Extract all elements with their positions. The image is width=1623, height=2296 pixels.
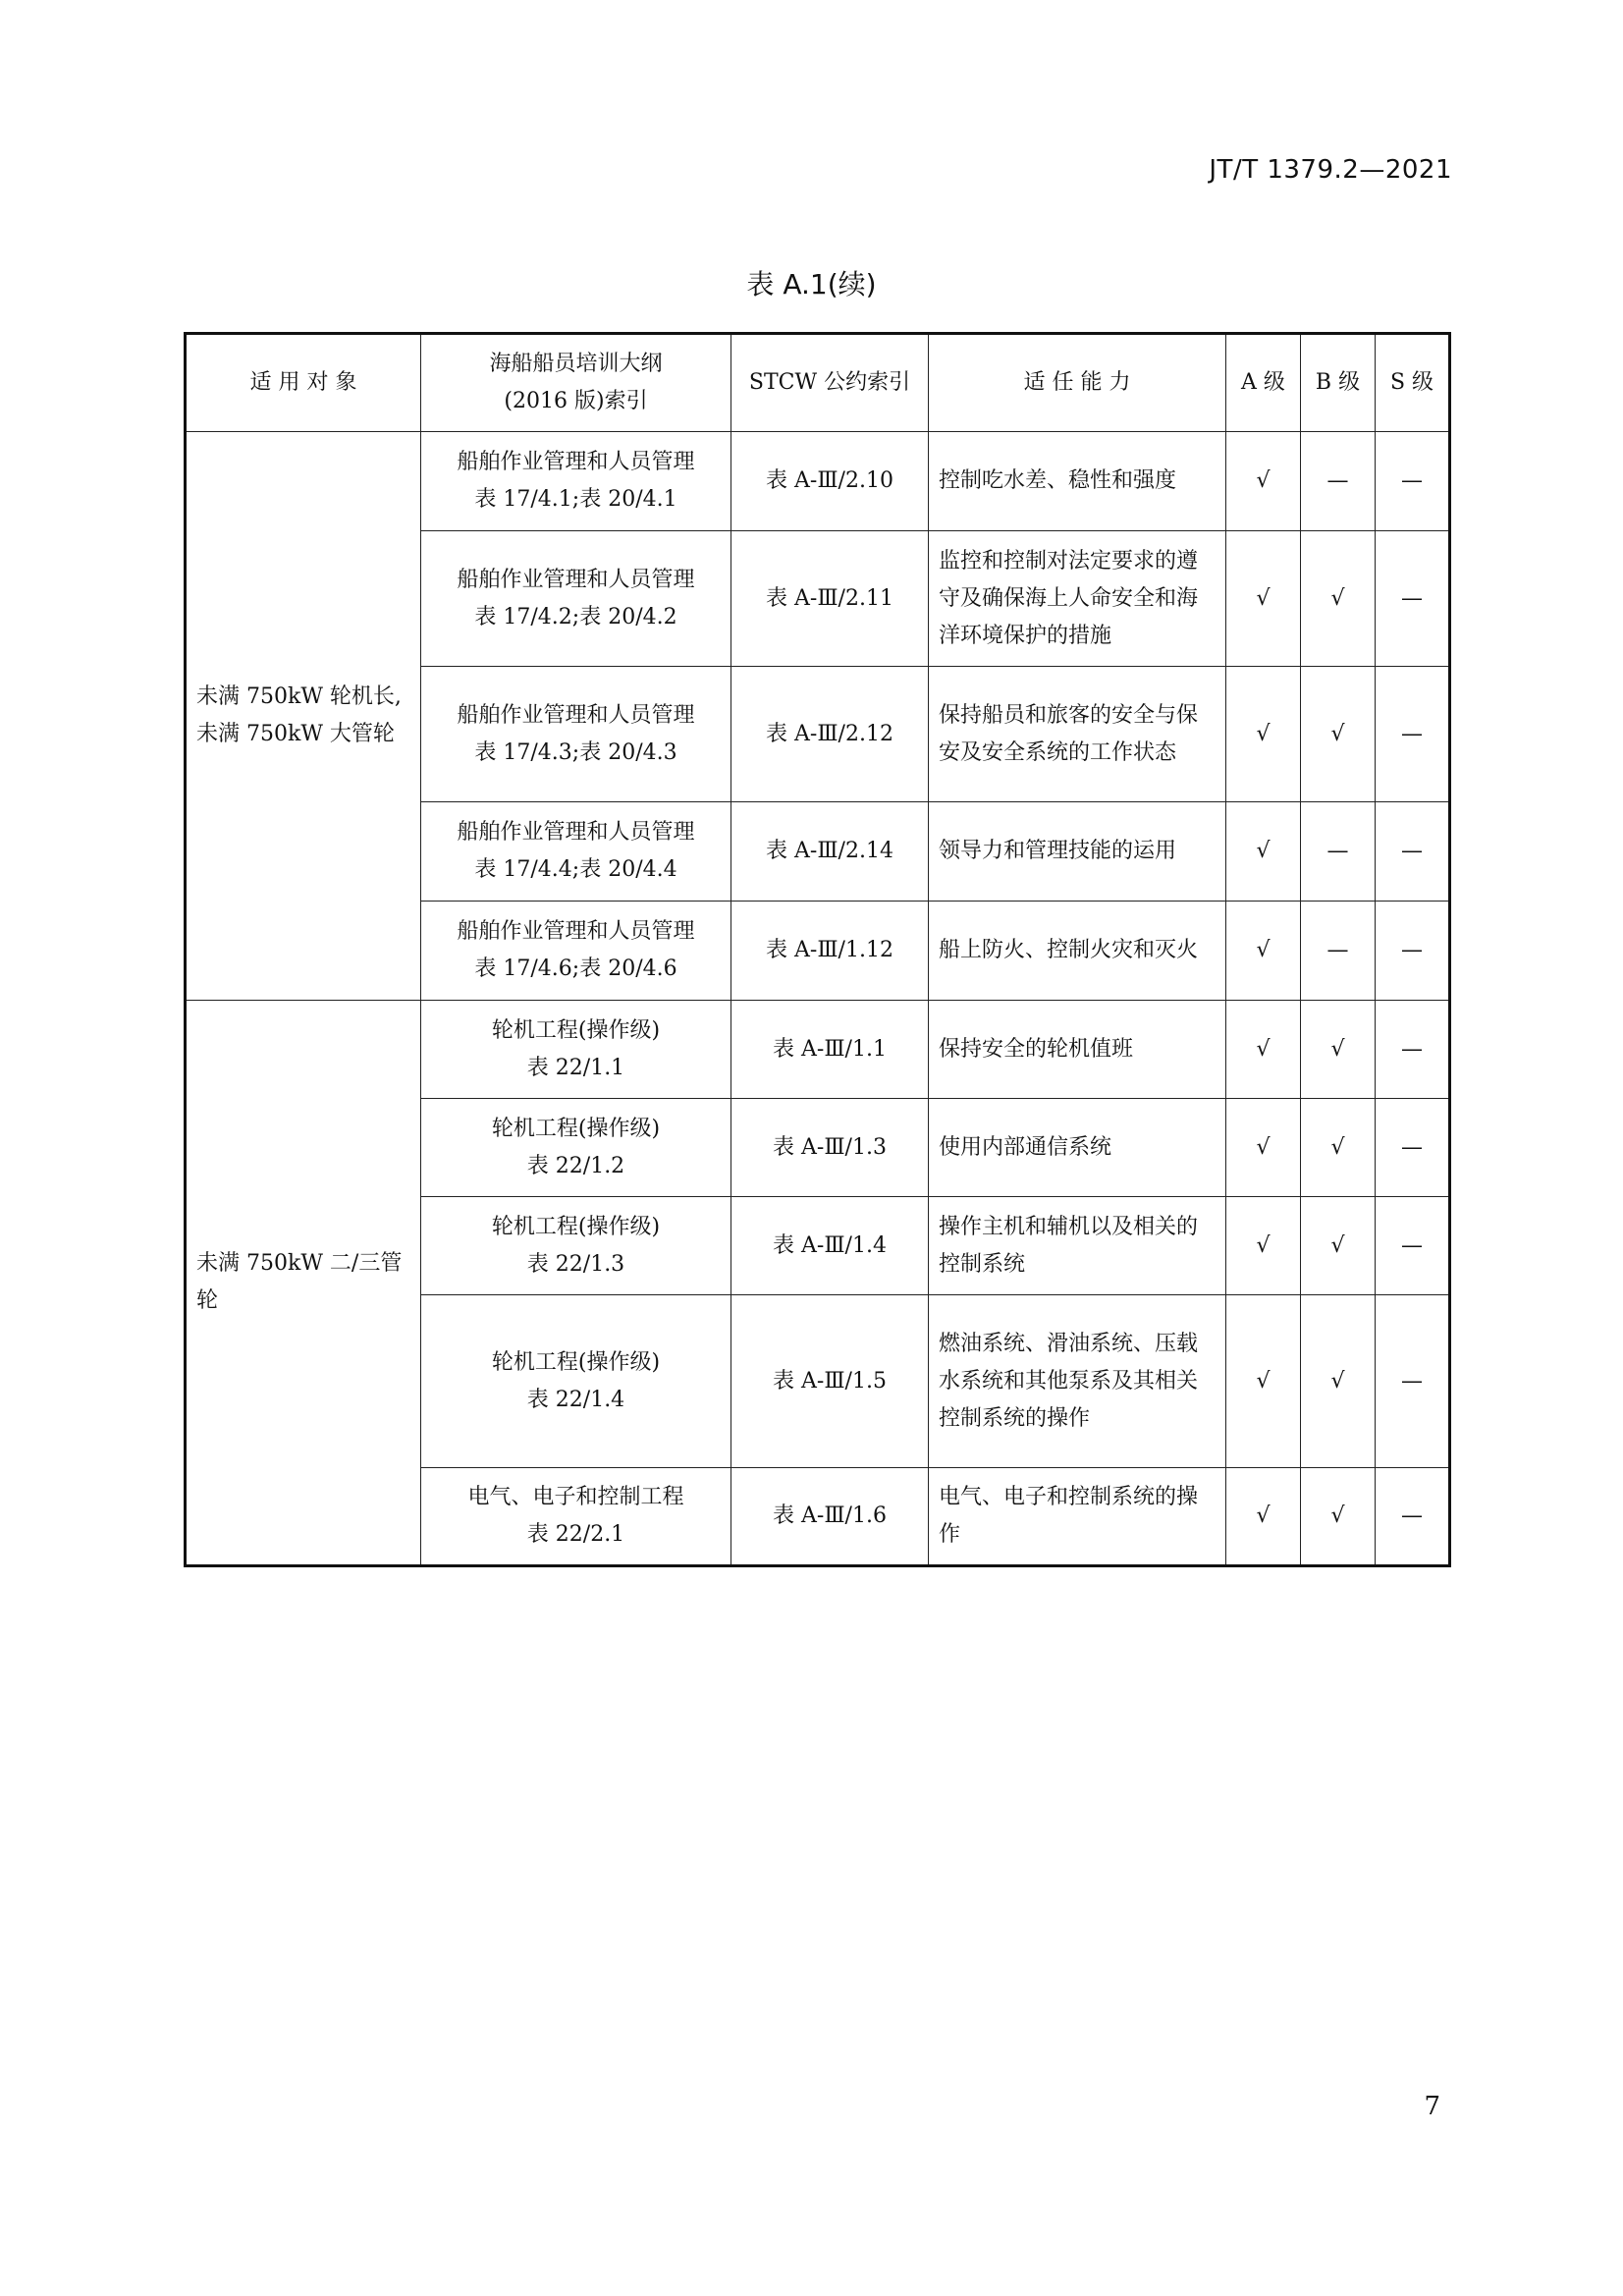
grade-b-cell: √ xyxy=(1301,1197,1376,1295)
stcw-cell: 表 A-Ⅲ/1.5 xyxy=(731,1295,929,1468)
stcw-cell: 表 A-Ⅲ/1.1 xyxy=(731,1001,929,1099)
grade-a-cell: √ xyxy=(1226,667,1301,802)
grade-s-cell: — xyxy=(1376,1001,1450,1099)
competence-cell: 保持船员和旅客的安全与保安及安全系统的工作状态 xyxy=(929,667,1226,802)
table-title: 表 A.1(续) xyxy=(746,268,877,301)
grade-s-cell: — xyxy=(1376,1468,1450,1566)
competence-cell: 电气、电子和控制系统的操作 xyxy=(929,1468,1226,1566)
stcw-cell: 表 A-Ⅲ/2.10 xyxy=(731,432,929,531)
grade-a-cell: √ xyxy=(1226,902,1301,1001)
grade-b-cell: √ xyxy=(1301,667,1376,802)
syllabus-cell: 船舶作业管理和人员管理 表 17/4.3;表 20/4.3 xyxy=(421,667,731,802)
col-header-a: A 级 xyxy=(1226,334,1301,432)
grade-a-cell: √ xyxy=(1226,432,1301,531)
grade-a-cell: √ xyxy=(1226,802,1301,902)
syllabus-cell: 船舶作业管理和人员管理 表 17/4.4;表 20/4.4 xyxy=(421,802,731,902)
grade-b-cell: — xyxy=(1301,432,1376,531)
syllabus-cell: 船舶作业管理和人员管理 表 17/4.6;表 20/4.6 xyxy=(421,902,731,1001)
grade-b-cell: √ xyxy=(1301,1099,1376,1197)
grade-a-cell: √ xyxy=(1226,531,1301,667)
grade-b-cell: — xyxy=(1301,902,1376,1001)
grade-s-cell: — xyxy=(1376,1197,1450,1295)
col-header-syllabus xyxy=(421,334,731,432)
col-header-s: S 级 xyxy=(1376,334,1450,432)
col-header-competence: 适 任 能 力 xyxy=(929,334,1226,432)
stcw-cell: 表 A-Ⅲ/2.14 xyxy=(731,802,929,902)
stcw-cell: 表 A-Ⅲ/2.11 xyxy=(731,531,929,667)
document-code: JT/T 1379.2—2021 xyxy=(1209,155,1452,185)
header-row xyxy=(186,334,1450,432)
stcw-cell: 表 A-Ⅲ/1.4 xyxy=(731,1197,929,1295)
col-header-syllabus-line1: 海船船员培训大纲 xyxy=(489,352,663,376)
grade-a-cell: √ xyxy=(1226,1197,1301,1295)
col-header-target: 适 用 对 象 xyxy=(186,334,421,432)
competence-cell: 领导力和管理技能的运用 xyxy=(929,802,1226,902)
grade-a-cell: √ xyxy=(1226,1295,1301,1468)
competence-cell: 控制吃水差、稳性和强度 xyxy=(929,432,1226,531)
grade-a-cell: √ xyxy=(1226,1001,1301,1099)
syllabus-cell: 船舶作业管理和人员管理 表 17/4.2;表 20/4.2 xyxy=(421,531,731,667)
competence-cell: 燃油系统、滑油系统、压载水系统和其他泵系及其相关控制系统的操作 xyxy=(929,1295,1226,1468)
grade-s-cell: — xyxy=(1376,531,1450,667)
syllabus-cell: 轮机工程(操作级) 表 22/1.2 xyxy=(421,1099,731,1197)
competence-cell: 监控和控制对法定要求的遵守及确保海上人命安全和海洋环境保护的措施 xyxy=(929,531,1226,667)
syllabus-cell: 轮机工程(操作级) 表 22/1.1 xyxy=(421,1001,731,1099)
col-header-stcw: STCW 公约索引 xyxy=(731,334,929,432)
grade-b-cell: √ xyxy=(1301,1295,1376,1468)
grade-b-cell: — xyxy=(1301,802,1376,902)
stcw-cell: 表 A-Ⅲ/1.12 xyxy=(731,902,929,1001)
grade-b-cell: √ xyxy=(1301,1468,1376,1566)
grade-s-cell: — xyxy=(1376,1295,1450,1468)
page-number: 7 xyxy=(1424,2092,1440,2121)
target-cell: 未满 750kW 轮机长,未满 750kW 大管轮 xyxy=(186,432,421,1001)
table-row xyxy=(186,432,1450,531)
syllabus-cell: 船舶作业管理和人员管理 表 17/4.1;表 20/4.1 xyxy=(421,432,731,531)
grade-s-cell: — xyxy=(1376,802,1450,902)
grade-s-cell: — xyxy=(1376,902,1450,1001)
grade-a-cell: √ xyxy=(1226,1468,1301,1566)
competence-cell: 船上防火、控制火灾和灭火 xyxy=(929,902,1226,1001)
competence-cell: 使用内部通信系统 xyxy=(929,1099,1226,1197)
grade-s-cell: — xyxy=(1376,667,1450,802)
stcw-cell: 表 A-Ⅲ/1.6 xyxy=(731,1468,929,1566)
target-cell: 未满 750kW 二/三管轮 xyxy=(186,1001,421,1566)
grade-s-cell: — xyxy=(1376,432,1450,531)
grade-a-cell: √ xyxy=(1226,1099,1301,1197)
syllabus-cell: 轮机工程(操作级) 表 22/1.3 xyxy=(421,1197,731,1295)
syllabus-cell: 轮机工程(操作级) 表 22/1.4 xyxy=(421,1295,731,1468)
col-header-b: B 级 xyxy=(1301,334,1376,432)
stcw-cell: 表 A-Ⅲ/1.3 xyxy=(731,1099,929,1197)
competence-cell: 保持安全的轮机值班 xyxy=(929,1001,1226,1099)
competence-cell: 操作主机和辅机以及相关的控制系统 xyxy=(929,1197,1226,1295)
stcw-cell: 表 A-Ⅲ/2.12 xyxy=(731,667,929,802)
col-header-syllabus-line2: (2016 版)索引 xyxy=(504,389,648,413)
grade-b-cell: √ xyxy=(1301,1001,1376,1099)
table-row xyxy=(186,1001,1450,1099)
grade-b-cell: √ xyxy=(1301,531,1376,667)
competence-table xyxy=(184,332,1451,1567)
syllabus-cell: 电气、电子和控制工程 表 22/2.1 xyxy=(421,1468,731,1566)
grade-s-cell: — xyxy=(1376,1099,1450,1197)
